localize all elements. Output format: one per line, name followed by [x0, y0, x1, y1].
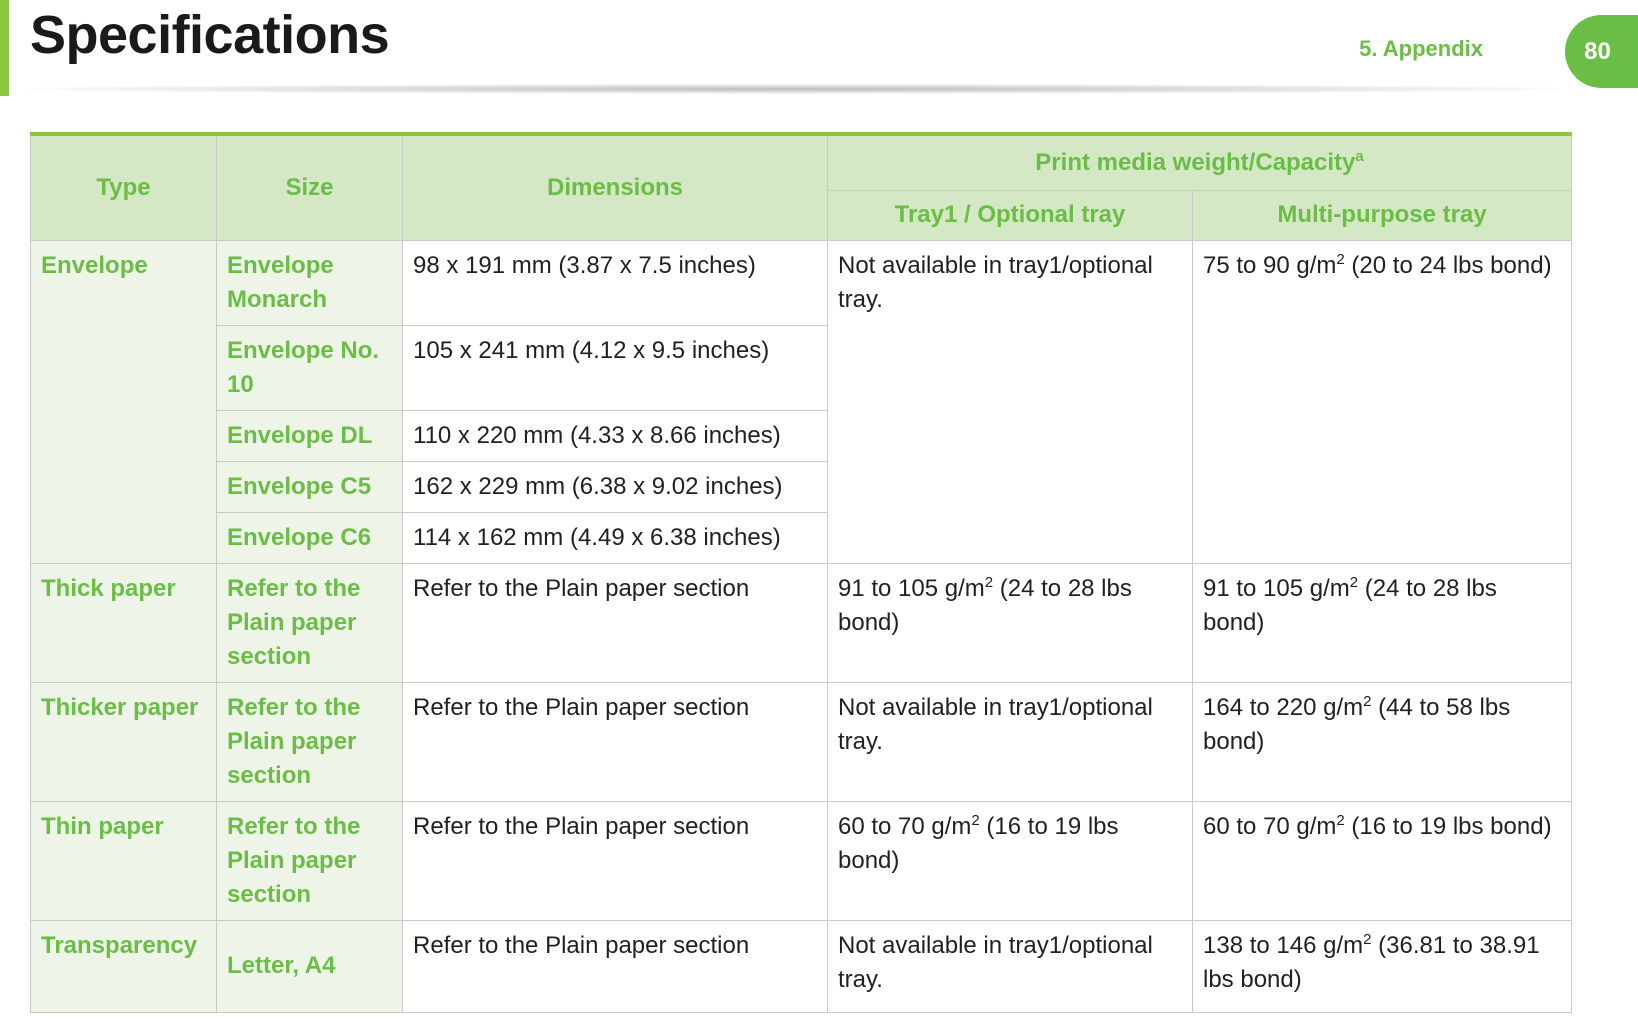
table-row — [31, 801, 1572, 920]
column-header-multipurpose-tray: Multi-purpose tray — [1193, 190, 1572, 240]
table-row — [31, 240, 1572, 325]
dimensions-cell: 110 x 220 mm (4.33 x 8.66 inches) — [403, 410, 828, 461]
unit-exponent: 2 — [1363, 930, 1372, 948]
dimensions-cell: Refer to the Plain paper section — [403, 801, 828, 920]
unit-exponent: 2 — [1363, 692, 1372, 710]
weight-value: 60 to 70 g/m — [1203, 812, 1337, 840]
type-cell: Thicker paper — [31, 682, 217, 801]
size-cell: Refer to the Plain paper section — [217, 801, 403, 920]
type-cell: Thin paper — [31, 801, 217, 920]
size-cell: Envelope No. 10 — [217, 325, 403, 410]
unit-exponent: 2 — [1336, 811, 1345, 829]
multipurpose-tray-cell — [1193, 240, 1572, 563]
weight-suffix: (24 to 28 lbs bond) — [838, 574, 1132, 636]
size-cell: Envelope Monarch — [217, 240, 403, 325]
weight-capacity-label: Print media weight/Capacity — [1035, 148, 1356, 176]
weight-suffix: (44 to 58 lbs bond) — [1203, 693, 1511, 755]
specifications-table — [30, 132, 1572, 1013]
weight-suffix: (16 to 19 lbs bond) — [838, 812, 1119, 874]
type-cell: Thick paper — [31, 563, 217, 682]
table-row — [31, 563, 1572, 682]
header-divider — [30, 84, 1560, 94]
chapter-label: 5. Appendix — [1359, 36, 1483, 61]
page-number-badge: 80 — [1565, 15, 1638, 88]
weight-suffix: (20 to 24 lbs bond) — [1344, 251, 1552, 279]
weight-value: 138 to 146 g/m — [1203, 931, 1364, 959]
left-accent-bar — [0, 0, 9, 96]
column-header-weight-capacity — [828, 134, 1572, 190]
weight-suffix: (16 to 19 lbs bond) — [1344, 812, 1552, 840]
table-row — [31, 920, 1572, 1012]
size-cell: Letter, A4 — [217, 920, 403, 1012]
tray1-cell: Not available in tray1/optional tray. — [828, 682, 1193, 801]
tray1-cell — [828, 801, 1193, 920]
multipurpose-tray-cell — [1193, 563, 1572, 682]
multipurpose-tray-cell — [1193, 920, 1572, 1012]
unit-exponent: 2 — [1336, 250, 1345, 268]
tray1-cell: Not available in tray1/optional tray. — [828, 240, 1193, 563]
dimensions-cell: 162 x 229 mm (6.38 x 9.02 inches) — [403, 461, 828, 512]
size-cell: Envelope DL — [217, 410, 403, 461]
unit-exponent: 2 — [1349, 573, 1359, 591]
weight-value: 91 to 105 g/m — [838, 574, 985, 602]
type-cell: Transparency — [31, 920, 217, 1012]
dimensions-cell: Refer to the Plain paper section — [403, 563, 828, 682]
tray1-cell — [828, 563, 1193, 682]
dimensions-cell: Refer to the Plain paper section — [403, 682, 828, 801]
size-cell: Envelope C5 — [217, 461, 403, 512]
column-header-type: Type — [31, 134, 217, 240]
size-cell: Refer to the Plain paper section — [217, 563, 403, 682]
size-cell: Refer to the Plain paper section — [217, 682, 403, 801]
dimensions-cell: 98 x 191 mm (3.87 x 7.5 inches) — [403, 240, 828, 325]
footnote-marker: a — [1355, 147, 1364, 165]
page-title: Specifications — [30, 5, 390, 65]
size-cell: Envelope C6 — [217, 512, 403, 563]
weight-value: 75 to 90 g/m — [1203, 251, 1337, 279]
weight-suffix: (24 to 28 lbs bond) — [1203, 574, 1497, 636]
unit-exponent: 2 — [971, 811, 980, 829]
weight-suffix: (36.81 to 38.91 lbs bond) — [1203, 931, 1540, 993]
tray1-cell: Not available in tray1/optional tray. — [828, 920, 1193, 1012]
weight-value: 91 to 105 g/m — [1203, 574, 1350, 602]
dimensions-cell: Refer to the Plain paper section — [403, 920, 828, 1012]
unit-exponent: 2 — [984, 573, 994, 591]
dimensions-cell: 105 x 241 mm (4.12 x 9.5 inches) — [403, 325, 828, 410]
weight-value: 60 to 70 g/m — [838, 812, 972, 840]
column-header-dimensions: Dimensions — [403, 134, 828, 240]
multipurpose-tray-cell — [1193, 682, 1572, 801]
table-row — [31, 682, 1572, 801]
dimensions-cell: 114 x 162 mm (4.49 x 6.38 inches) — [403, 512, 828, 563]
column-header-size: Size — [217, 134, 403, 240]
type-cell: Envelope — [31, 240, 217, 563]
column-header-tray1: Tray1 / Optional tray — [828, 190, 1193, 240]
weight-value: 164 to 220 g/m — [1203, 693, 1364, 721]
multipurpose-tray-cell — [1193, 801, 1572, 920]
